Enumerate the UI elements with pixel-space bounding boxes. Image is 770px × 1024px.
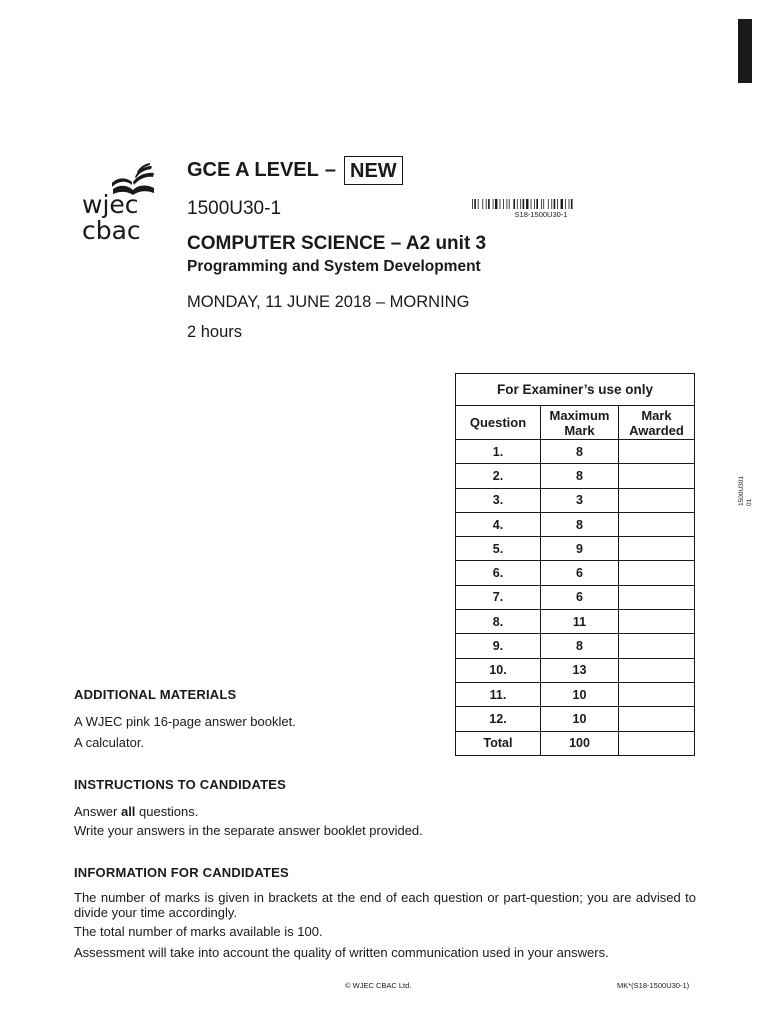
information-line3: Assessment will take into account the quality of written communication used in your answers. bbox=[74, 945, 609, 960]
col-header-max-line1: Maximum bbox=[549, 407, 610, 423]
instructions-heading: INSTRUCTIONS TO CANDIDATES bbox=[74, 777, 287, 792]
mark-awarded-cell[interactable] bbox=[619, 440, 695, 464]
marks-table-row bbox=[456, 440, 695, 464]
marks-table-row bbox=[456, 731, 695, 755]
col-header-awarded-line1: Mark bbox=[641, 407, 672, 423]
marks-table-row bbox=[456, 634, 695, 658]
logo-text-cbac: cbac bbox=[82, 216, 141, 243]
max-mark-cell: 3 bbox=[541, 488, 619, 512]
information-line2: The total number of marks available is 100. bbox=[74, 924, 323, 939]
question-number-cell: 7. bbox=[456, 585, 541, 609]
mark-awarded-cell[interactable] bbox=[619, 561, 695, 585]
instructions-line1-post: questions. bbox=[135, 804, 199, 819]
max-mark-cell: 8 bbox=[541, 440, 619, 464]
question-number-cell: 8. bbox=[456, 610, 541, 634]
question-number-cell: 11. bbox=[456, 682, 541, 706]
question-number-cell: 10. bbox=[456, 658, 541, 682]
qualification-level bbox=[187, 156, 403, 185]
marks-table-row bbox=[456, 488, 695, 512]
max-mark-cell: 100 bbox=[541, 731, 619, 755]
side-code-line2: 01 bbox=[746, 498, 753, 506]
additional-materials-line1: A WJEC pink 16-page answer booklet. bbox=[74, 714, 296, 729]
question-number-cell: 4. bbox=[456, 512, 541, 536]
question-number-cell: 3. bbox=[456, 488, 541, 512]
instructions-line1 bbox=[74, 802, 198, 821]
marks-table-row bbox=[456, 585, 695, 609]
subject-subtitle: Programming and System Development bbox=[187, 258, 481, 275]
col-header-awarded-line2: Awarded bbox=[629, 422, 684, 438]
barcode-text: S18-1500U30-1 bbox=[514, 210, 568, 219]
instructions-line2: Write your answers in the separate answer booklet provided. bbox=[74, 823, 423, 838]
marks-table-row bbox=[456, 512, 695, 536]
mark-awarded-cell[interactable] bbox=[619, 707, 695, 731]
question-number-cell: 1. bbox=[456, 440, 541, 464]
mark-awarded-cell[interactable] bbox=[619, 610, 695, 634]
question-number-cell: 12. bbox=[456, 707, 541, 731]
marks-table-row bbox=[456, 610, 695, 634]
examiner-marks-table bbox=[455, 373, 695, 756]
marks-table-row bbox=[456, 537, 695, 561]
col-header-mark-awarded bbox=[619, 406, 695, 440]
question-number-cell: Total bbox=[456, 731, 541, 755]
max-mark-cell: 8 bbox=[541, 634, 619, 658]
marks-table-body bbox=[456, 440, 695, 756]
max-mark-cell: 10 bbox=[541, 707, 619, 731]
max-mark-cell: 6 bbox=[541, 585, 619, 609]
mark-awarded-cell[interactable] bbox=[619, 512, 695, 536]
corner-registration-bar bbox=[738, 19, 752, 83]
subject-title: COMPUTER SCIENCE – A2 unit 3 bbox=[187, 233, 487, 254]
barcode-icon bbox=[472, 199, 610, 209]
marks-table-row bbox=[456, 707, 695, 731]
col-header-max-mark bbox=[541, 406, 619, 440]
max-mark-cell: 11 bbox=[541, 610, 619, 634]
max-mark-cell: 8 bbox=[541, 512, 619, 536]
question-number-cell: 2. bbox=[456, 464, 541, 488]
book-bird-logo-icon bbox=[80, 163, 162, 243]
marks-table-row bbox=[456, 658, 695, 682]
level-dash: – bbox=[324, 159, 336, 181]
mark-awarded-cell[interactable] bbox=[619, 731, 695, 755]
mark-awarded-cell[interactable] bbox=[619, 658, 695, 682]
marks-table-row bbox=[456, 464, 695, 488]
side-code bbox=[728, 470, 758, 510]
footer-paper-code: MK*(S18-1500U30-1) bbox=[617, 981, 690, 990]
paper-code: 1500U30-1 bbox=[187, 198, 282, 219]
information-paragraph1: The number of marks is given in brackets at the end of each question or part-question; you are advised to divide your time accordingly. bbox=[74, 890, 696, 920]
question-number-cell: 6. bbox=[456, 561, 541, 585]
mark-awarded-cell[interactable] bbox=[619, 537, 695, 561]
question-number-cell: 5. bbox=[456, 537, 541, 561]
wjec-cbac-logo bbox=[80, 163, 162, 243]
max-mark-cell: 10 bbox=[541, 682, 619, 706]
mark-awarded-cell[interactable] bbox=[619, 464, 695, 488]
marks-table-row bbox=[456, 561, 695, 585]
logo-text-wjec: wjec bbox=[82, 190, 139, 219]
max-mark-cell: 9 bbox=[541, 537, 619, 561]
max-mark-cell: 6 bbox=[541, 561, 619, 585]
question-number-cell: 9. bbox=[456, 634, 541, 658]
max-mark-cell: 13 bbox=[541, 658, 619, 682]
instructions-line1-bold: all bbox=[120, 804, 136, 819]
col-header-max-line2: Mark bbox=[564, 422, 595, 438]
mark-awarded-cell[interactable] bbox=[619, 585, 695, 609]
information-heading: INFORMATION FOR CANDIDATES bbox=[74, 865, 289, 880]
mark-awarded-cell[interactable] bbox=[619, 682, 695, 706]
copyright-notice: © WJEC CBAC Ltd. bbox=[345, 981, 412, 990]
new-badge: NEW bbox=[344, 156, 403, 185]
level-text: GCE A LEVEL bbox=[187, 159, 319, 181]
exam-duration: 2 hours bbox=[187, 323, 243, 341]
mark-awarded-cell[interactable] bbox=[619, 488, 695, 512]
col-header-question: Question bbox=[456, 406, 541, 440]
examiner-table-caption: For Examiner’s use only bbox=[456, 374, 695, 406]
max-mark-cell: 8 bbox=[541, 464, 619, 488]
instructions-line1-pre: Answer bbox=[74, 804, 121, 819]
marks-table-row bbox=[456, 682, 695, 706]
exam-date: MONDAY, 11 JUNE 2018 – MORNING bbox=[187, 293, 470, 311]
side-code-line1: 1500U301 bbox=[738, 476, 745, 506]
additional-materials-line2: A calculator. bbox=[74, 735, 145, 750]
mark-awarded-cell[interactable] bbox=[619, 634, 695, 658]
additional-materials-heading: ADDITIONAL MATERIALS bbox=[74, 687, 237, 702]
